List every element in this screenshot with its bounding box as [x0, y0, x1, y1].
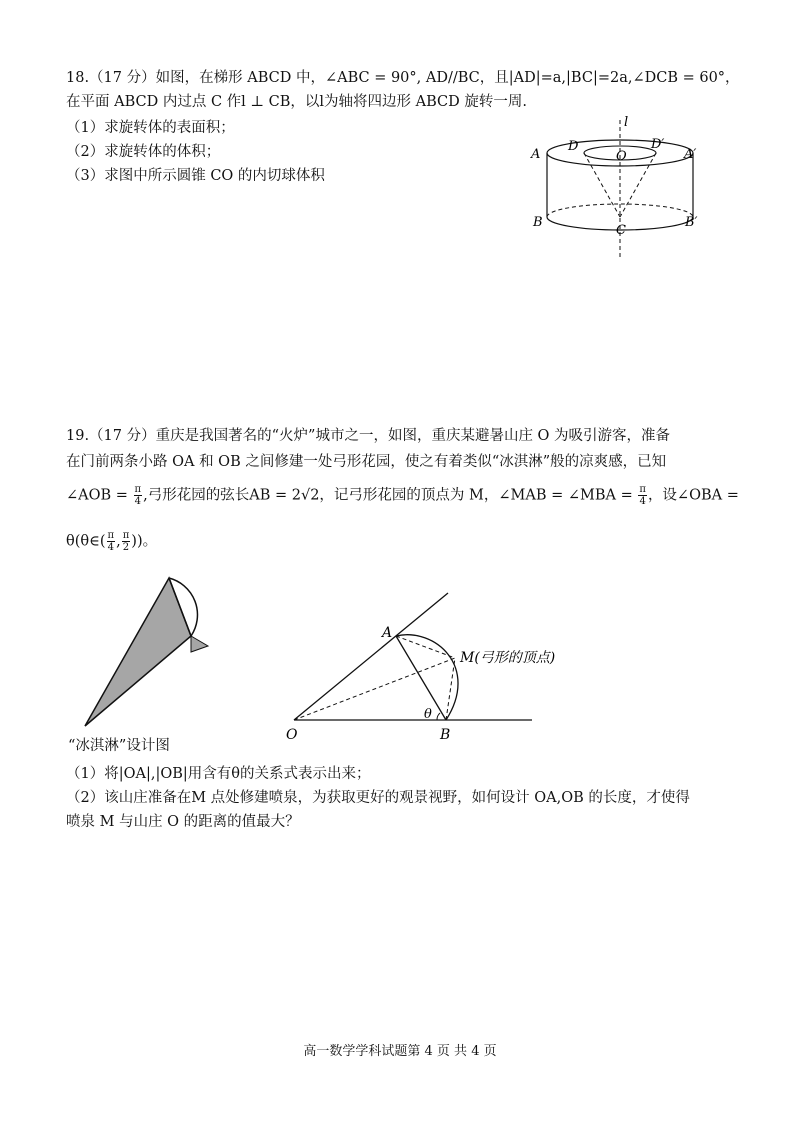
fig18-label-D: D	[568, 139, 579, 154]
q18-cylinder-figure	[520, 110, 720, 260]
fig18-label-l: l	[624, 115, 629, 130]
fraction-pi-over-4-b: $\frac{\pi}{4}$	[639, 484, 646, 507]
q19-line2: 在门前两条小路 OA 和 OB 之间修建一处弓形花园，使之有着类似“冰淇淋”般的凉爽感，已知	[66, 454, 667, 470]
q19-part2: （2）该山庄准备在M 点处修建喷泉，为获取更好的观景视野，如何设计 OA,OB 的长度，才使得	[66, 790, 690, 806]
q19-theta-range-end: ))。	[131, 533, 158, 550]
q19-line3	[66, 484, 739, 507]
fig18-label-B: B	[533, 215, 543, 230]
fig18-label-Aprime: A′	[684, 147, 697, 162]
q19-chord-text: ,弓形花园的弦长AB = 2√2，记弓形花园的顶点为 M，∠MAB = ∠MBA =	[143, 487, 633, 504]
icecream-design-figure	[80, 570, 230, 730]
fraction-pi-over-4: $\frac{\pi}{4}$	[134, 484, 142, 507]
fig18-label-C: C	[616, 223, 626, 238]
fig19-label-A: A	[382, 625, 393, 641]
q19-part2-cont: 喷泉 M 与山庄 O 的距离的值最大？	[66, 814, 300, 830]
fig18-label-Bprime: B′	[685, 215, 698, 230]
q19-part1: （1）将|OA|,|OB|用含有θ的关系式表示出来；	[66, 766, 371, 782]
fig18-label-A: A	[531, 147, 541, 162]
q19-comma: ,	[116, 533, 121, 550]
q18-part3: （3）求图中所示圆锥 CO 的内切球体积	[66, 168, 325, 184]
q18-line1: 18.（17 分）如图，在梯形 ABCD 中，∠ABC = 90°, AD//BC，且|AD|=a,|BC|=2a,∠DCB = 60°，	[66, 70, 740, 86]
fig18-label-Dprime: D′	[651, 137, 665, 152]
q19-geometry-figure	[280, 585, 600, 745]
fraction-pi-over-4-c: $\frac{\pi}{4}$	[107, 530, 115, 553]
q18-part1: （1）求旋转体的表面积；	[66, 120, 235, 136]
fig19-label-M: M(弓形的顶点)	[460, 650, 556, 666]
q19-line1: 19.（17 分）重庆是我国著名的“火炉”城市之一，如图，重庆某避暑山庄 O 为吸引游客，准备	[66, 428, 671, 444]
fig19-label-O: O	[286, 727, 298, 743]
q18-part2: （2）求旋转体的体积；	[66, 144, 221, 160]
fig18-label-O: O	[616, 149, 627, 164]
q19-angle-aob: ∠AOB =	[66, 487, 128, 504]
q18-line2: 在平面 ABCD 内过点 C 作l ⊥ CB，以l为轴将四边形 ABCD 旋转一周.	[66, 94, 527, 110]
page-footer: 高一数学学科试题第 4 页 共 4 页	[303, 1044, 497, 1059]
fig19-label-B: B	[440, 727, 451, 743]
q19-theta-range-start: θ(θ∈(	[66, 533, 106, 550]
icecream-caption: “冰淇淋”设计图	[68, 738, 170, 754]
q19-angle-oba: ，设∠OBA =	[647, 487, 739, 504]
fraction-pi-over-2: $\frac{\pi}{2}$	[122, 530, 130, 553]
q19-line4	[66, 530, 157, 553]
fig19-label-theta: θ	[424, 707, 432, 722]
